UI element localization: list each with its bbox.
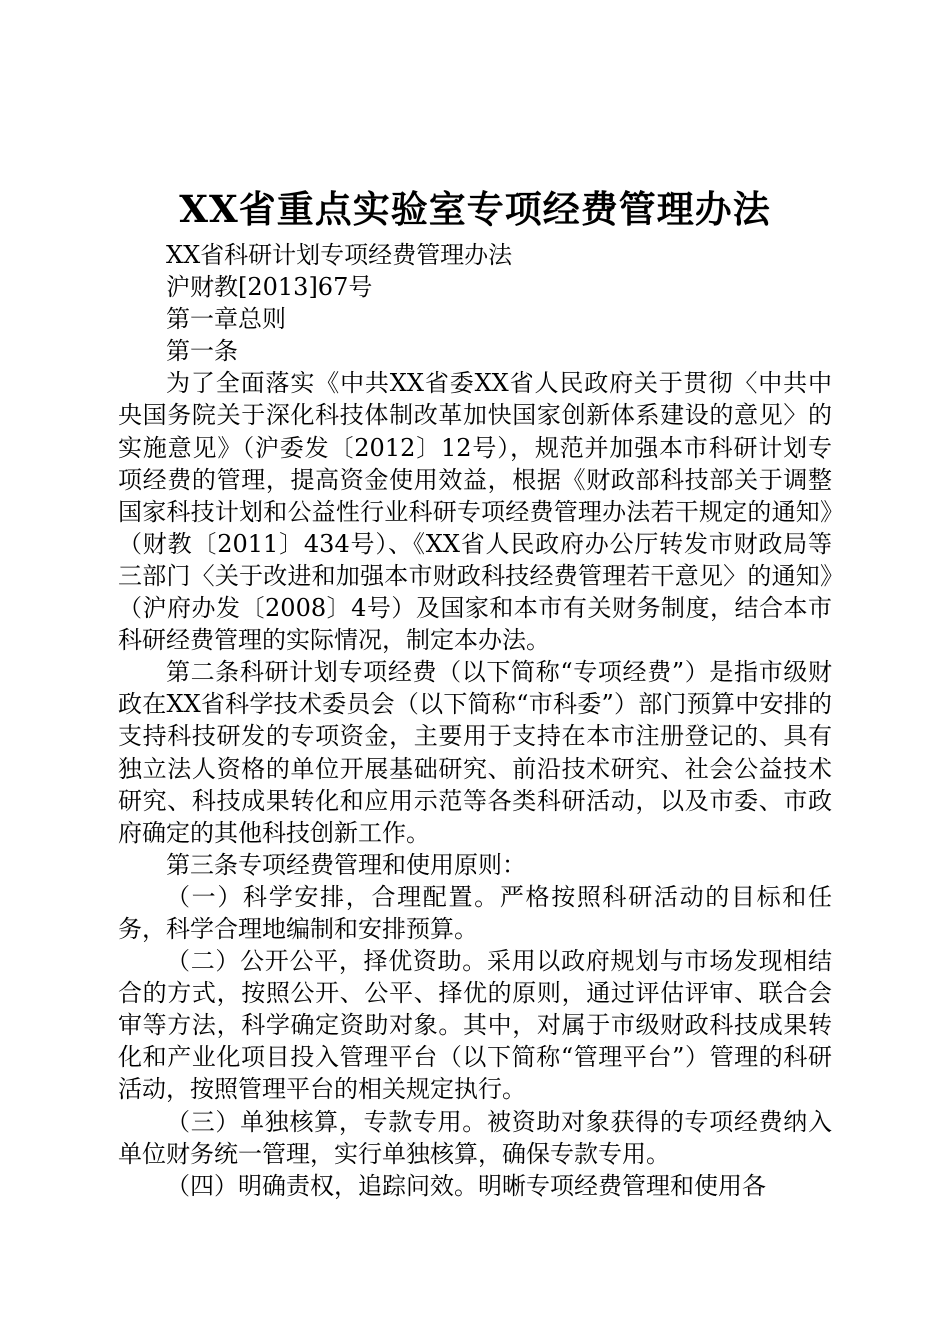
paragraph-article-3: 第三条专项经费管理和使用原则： — [166, 850, 526, 879]
paragraph-chapter-heading: 第一章总则 — [166, 305, 286, 334]
paragraph-article-1-heading: 第一条 — [166, 337, 238, 366]
paragraph-article-1-body: 为了全面落实《中共XX省委XX省人民政府关于贯彻〈中共中央国务院关于深化科技体制改革加快国家创新体系建设的意见〉的实施意见》（沪委发〔2012〕12号），规范并加强本市科研计划专项经费的管理，提高资金使用效益，根据《财政部科技部关于调整国家科技计划和公益性行业科研专项经费管理办法若干规定的通知》（财教〔2011〕434号）、《XX省人民政府办公厅转发市财政局等三部门〈关于改进和加强本市财政科技经费管理若干意见〉的通知》（沪府办发〔2008〕4号）及国家和本市有关财务制度，结合本市科研经费管理的实际情况，制定本办法。 — [118, 369, 832, 655]
paragraph-principle-1: （一）科学安排，合理配置。严格按照科研活动的目标和任务，科学合理地编制和安排预算。 — [118, 882, 832, 943]
paragraph-principle-2: （二）公开公平，择优资助。采用以政府规划与市场发现相结合的方式，按照公开、公平、择优的原则，通过评估评审、联合会审等方法，科学确定资助对象。其中，对属于市级财政科技成果转化和产业化项目投入管理平台（以下简称“管理平台”）管理的科研活动，按照管理平台的相关规定执行。 — [118, 947, 832, 1104]
document-title: XX省重点实验室专项经费管理办法 — [179, 187, 771, 231]
paragraph-doc-number: 沪财教[2013]67号 — [166, 273, 373, 302]
paragraph-principle-4: （四）明确责权，追踪问效。明晰专项经费管理和使用各 — [166, 1171, 766, 1200]
document-body — [118, 239, 832, 1202]
paragraph-article-2: 第二条科研计划专项经费（以下简称“专项经费”）是指市级财政在XX省科学技术委员会（以下简称“市科委”）部门预算中安排的支持科技研发的专项资金，主要用于支持在本市注册登记的、具有独立法人资格的单位开展基础研究、前沿技术研究、社会公益技术研究、科技成果转化和应用示范等各类科研活动，以及市委、市政府确定的其他科技创新工作。 — [118, 658, 832, 847]
paragraph-subtitle: XX省科研计划专项经费管理办法 — [166, 241, 513, 269]
paragraph-principle-3: （三）单独核算，专款专用。被资助对象获得的专项经费纳入单位财务统一管理，实行单独核算，确保专款专用。 — [118, 1107, 832, 1168]
